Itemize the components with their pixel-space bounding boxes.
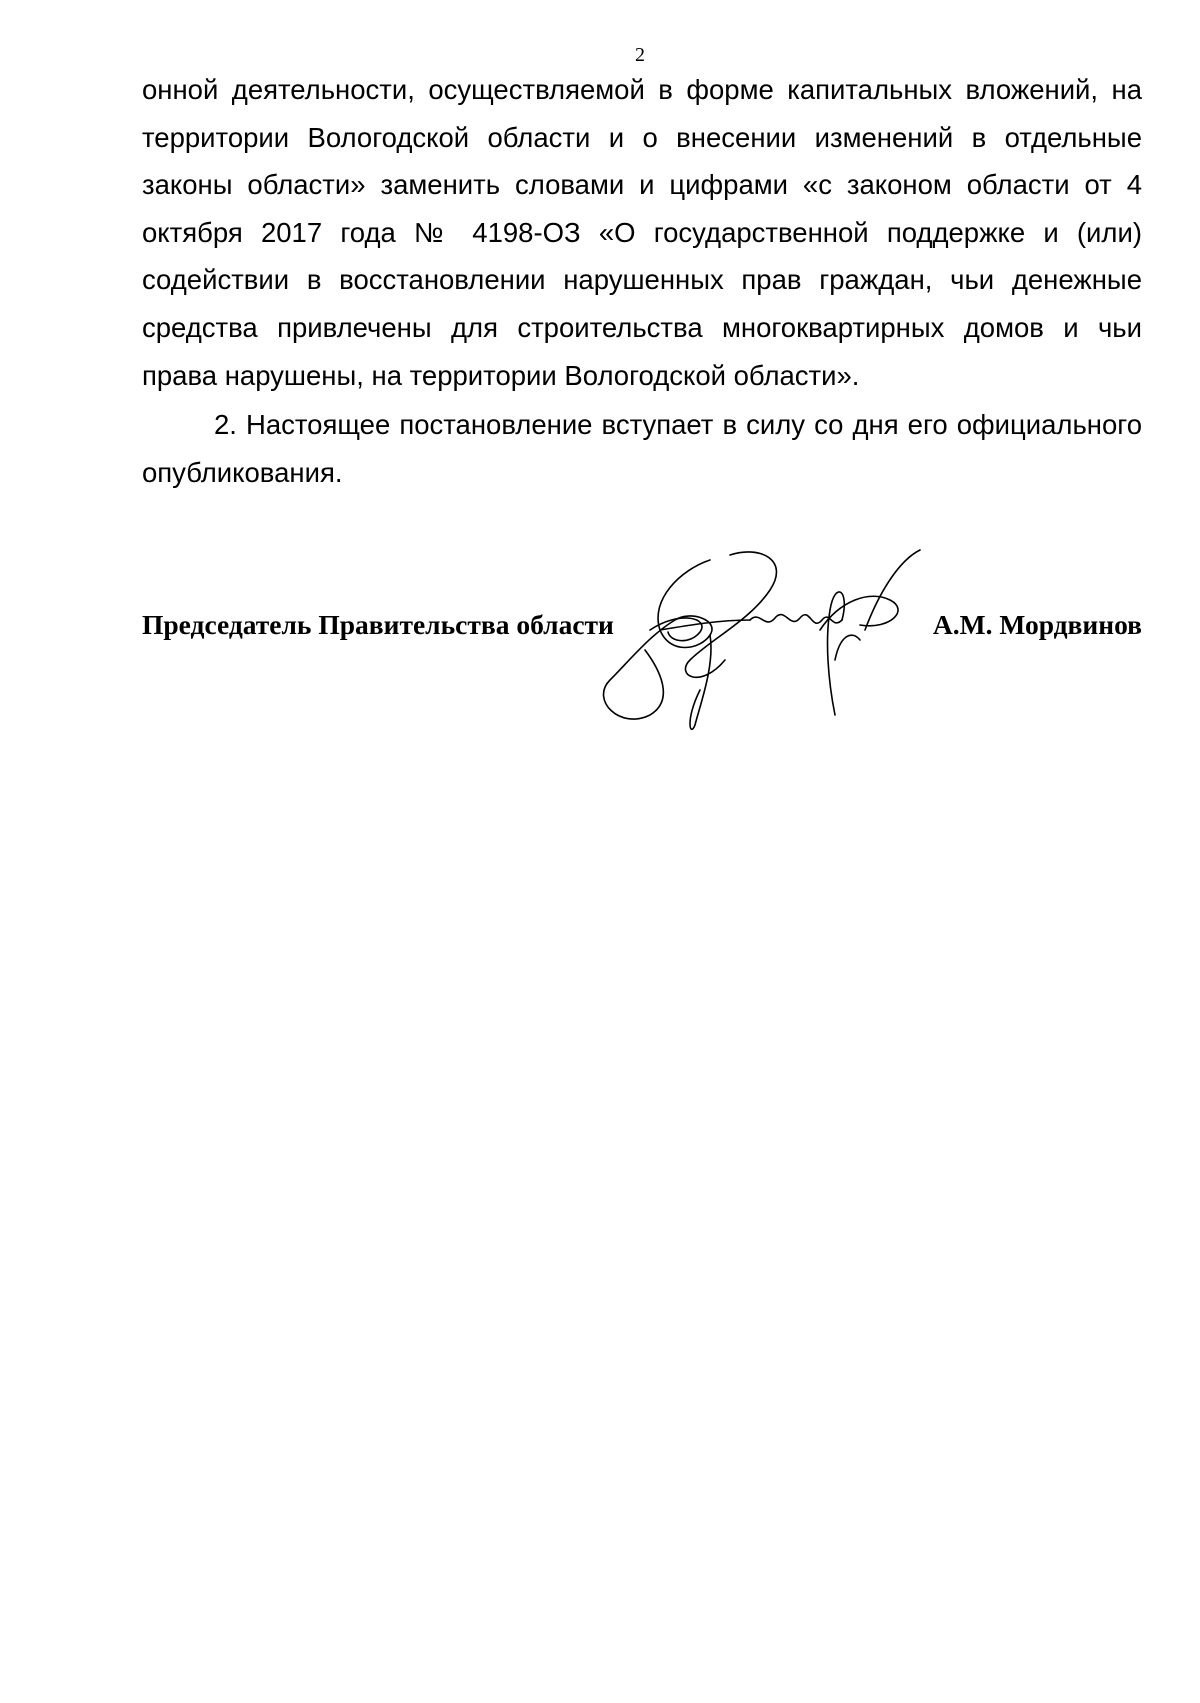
handwritten-signature <box>590 540 940 750</box>
signatory-name: А.М. Мордвинов <box>932 609 1142 640</box>
signatory-title: Председатель Правительства области <box>142 609 614 640</box>
paragraph-effective-date: 2. Настоящее постановление вступает в силу со дня его официального опубликования. <box>142 409 1142 488</box>
paragraph-continuation: онной деятельности, осуществляемой в форме капитальных вложений, на территории Вологодской области и о внесении изменений в отдельные законы области» заменить словами и цифрами «с законом области от 4 октября 2017 года № 4198-ОЗ «О государственной поддержке и (или) содействии в восстановлении нарушенных прав граждан, чьи денежные средства привлечены для строительства многоквартирных домов и чьи права нарушены, на территории Вологодской области». <box>142 74 1142 391</box>
document-body <box>142 66 1142 496</box>
page-number: 2 <box>635 44 645 66</box>
